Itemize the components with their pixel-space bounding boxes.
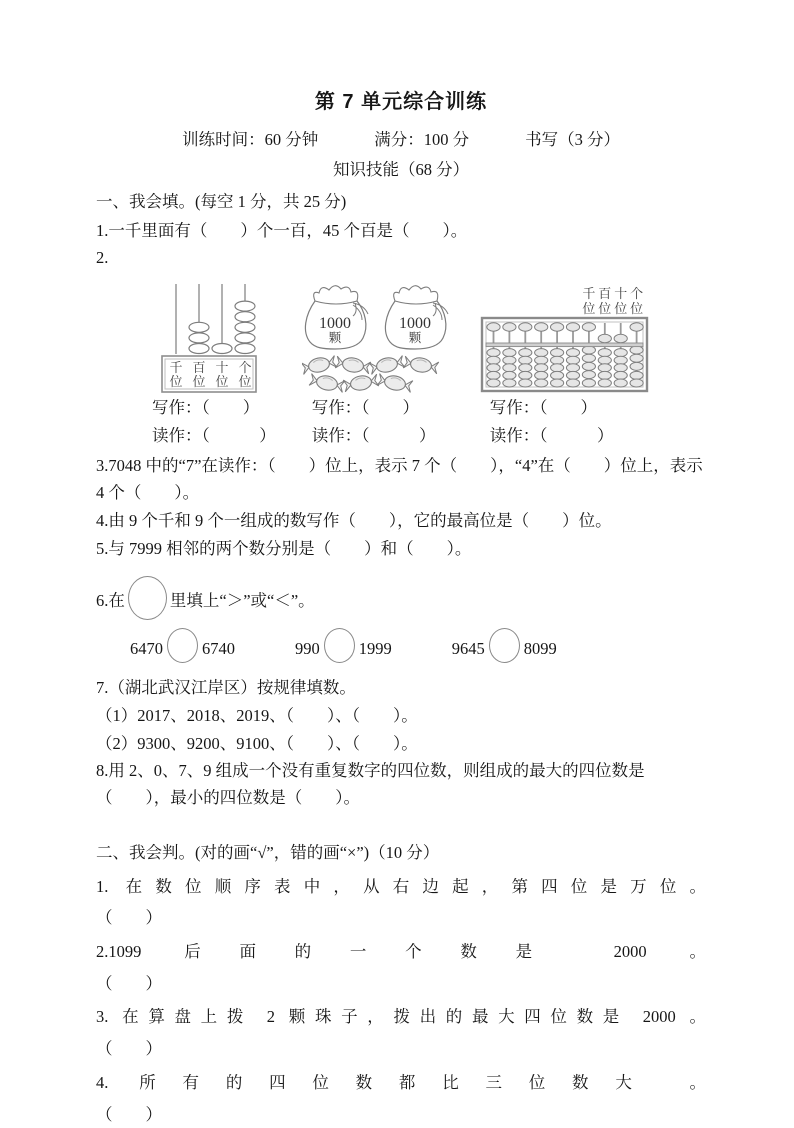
- judge-item-1-answer: （ ）: [96, 908, 162, 928]
- svg-text:位: 位: [169, 373, 183, 389]
- svg-text:位: 位: [582, 300, 596, 316]
- candy-bags-figure: [302, 274, 454, 394]
- judge-section: [96, 840, 706, 1128]
- question-6-comparisons: [96, 628, 706, 663]
- svg-text:颗: 颗: [328, 330, 342, 345]
- write-as-label: 写作：（ ）: [152, 397, 260, 417]
- answer-circle: [128, 576, 167, 620]
- question-5: 5.与 7999 相邻的两个数分别是（ ）和（ ）。: [96, 538, 472, 558]
- question-6-suffix: 里填上“＞”或“＜”。: [169, 591, 315, 611]
- question-2-number: 2.: [96, 248, 109, 268]
- svg-text:位: 位: [613, 300, 627, 316]
- question-7: 7.（湖北武汉江岸区）按规律填数。: [96, 678, 356, 698]
- question-7-block: [96, 675, 706, 757]
- svg-text:位: 位: [598, 300, 612, 316]
- judge-item-3-answer: （ ）: [96, 1039, 162, 1059]
- judge-item-3-text: 3. 在算盘上拨 2 颗珠子，拨出的最大四位数是 2000 。: [96, 1007, 706, 1027]
- comparison-right: 8099: [523, 639, 557, 659]
- comparison-left: 6470: [130, 639, 163, 659]
- read-as-label: 读作：（ ）: [489, 425, 614, 445]
- comparison-right: 6740: [202, 639, 235, 659]
- svg-text:十: 十: [215, 359, 229, 375]
- meta-line: [96, 127, 706, 154]
- svg-text:颗: 颗: [408, 330, 422, 345]
- comparison-pair: [452, 628, 557, 663]
- svg-text:位: 位: [215, 373, 229, 389]
- judge-item-2-text: 2.1099 后面的一个数是 2000 。: [96, 942, 706, 962]
- question-6-prefix: 6.在: [96, 591, 125, 611]
- read-as-label: 读作：（ ）: [311, 425, 436, 445]
- svg-text:十: 十: [613, 285, 627, 301]
- meta-time: 训练时间：60 分钟: [182, 130, 319, 150]
- meta-full-score: 满分：100 分: [374, 130, 470, 150]
- svg-text:百: 百: [598, 285, 612, 301]
- svg-text:千: 千: [582, 285, 596, 301]
- question-4: 4.由 9 个千和 9 个一组成的数写作（ ），它的最高位是（ ）位。: [96, 510, 612, 530]
- comparison-left: 990: [295, 639, 320, 659]
- read-as-label: 读作：（ ）: [152, 425, 276, 445]
- judge-item-2-answer: （ ）: [96, 973, 162, 993]
- question-3: 3.7048 中的“7”在读作：（ ）位上，表示 7 个（ ），“4”在（ ）位上，表示 4 个（ ）。: [96, 456, 703, 503]
- svg-text:1000: 1000: [318, 314, 351, 332]
- section1-heading: 一、我会填。(每空 1 分，共 25 分): [96, 191, 347, 211]
- judge-item-4-text: 4. 所有的四位数都比三位数大 。: [96, 1072, 706, 1092]
- comparison-circle: [324, 628, 355, 663]
- meta-handwriting-score: 书写（3 分）: [525, 130, 620, 150]
- svg-text:千: 千: [169, 359, 183, 375]
- svg-text:个: 个: [629, 285, 643, 301]
- judge-item-4-answer: （ ）: [96, 1104, 162, 1124]
- comparison-pair: [295, 628, 392, 663]
- question-6: [96, 576, 706, 620]
- svg-text:位: 位: [629, 300, 643, 316]
- candies-column: [302, 274, 454, 449]
- comparison-pair: [130, 628, 235, 663]
- question-7-part1: （1）2017、2018、2019、（ ）、（ ）。: [96, 706, 418, 726]
- comparison-left: 9645: [451, 639, 485, 659]
- section2-heading: 二、我会判。(对的画“√”，错的画“×”)（10 分）: [96, 842, 440, 862]
- svg-text:个: 个: [238, 359, 252, 375]
- judge-item-1-text: 1. 在数位顺序表中，从右边起，第四位是万位。: [96, 876, 706, 896]
- comparison-circle: [489, 628, 520, 663]
- counter-column: [142, 274, 276, 449]
- svg-text:1000: 1000: [398, 314, 431, 332]
- question-8: 8.用 2、0、7、9 组成一个没有重复数字的四位数，则组成的最大的四位数是（ ），最小的四位数是（ ）。: [96, 761, 645, 808]
- knowledge-skills-subtitle: 知识技能（68 分）: [332, 160, 470, 180]
- svg-text:位: 位: [192, 373, 206, 389]
- abacus-figure: [480, 274, 650, 394]
- comparison-right: 1999: [358, 639, 392, 659]
- write-as-label: 写作：（ ）: [489, 397, 597, 417]
- write-as-label: 写作：（ ）: [311, 397, 419, 417]
- svg-text:百: 百: [192, 359, 206, 375]
- abacus-column: [480, 274, 650, 449]
- question-2-figures: [142, 274, 706, 449]
- svg-text:位: 位: [238, 373, 252, 389]
- question-1: 1.一千里面有（ ）个一百，45 个百是（ ）。: [96, 220, 468, 240]
- comparison-circle: [167, 628, 198, 663]
- page-title: 第 7 单元综合训练: [314, 91, 488, 113]
- question-7-part2: （2）9300、9200、9100、（ ）、（ ）。: [96, 733, 418, 753]
- place-value-counter-figure: [142, 274, 276, 394]
